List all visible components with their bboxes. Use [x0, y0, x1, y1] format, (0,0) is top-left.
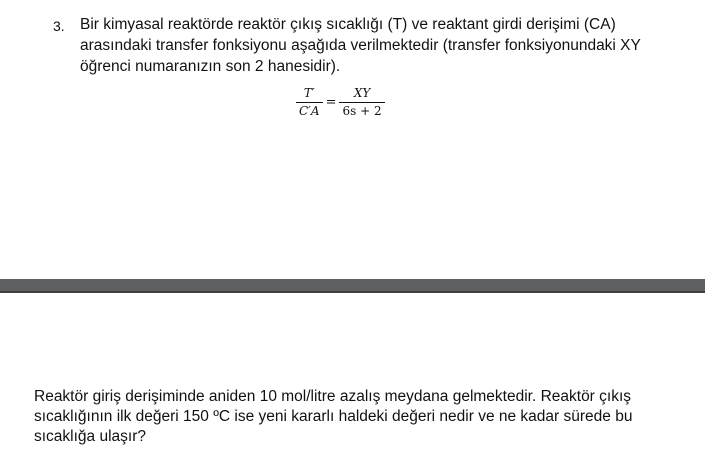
transfer-function-formula	[296, 86, 385, 119]
lhs-fraction	[296, 86, 323, 119]
question-text: Bir kimyasal reaktörde reaktör çıkış sıcaklığı (T) ve reaktant girdi derişimi (CA) arasındaki transfer fonksiyonu aşağıda verilmektedir (transfer fonksiyonundaki XY öğrenci numaranızın son 2 hanesidir).	[80, 16, 641, 75]
question-number: 3.	[53, 18, 65, 34]
lhs-numerator: T′	[303, 86, 315, 100]
page-bottom	[0, 293, 705, 461]
part2-text: Reaktör giriş derişiminde aniden 10 mol/litre azalış meydana gelmektedir. Reaktör çıkış sıcaklığının ilk değeri 150 ºC ise yeni kararlı haldeki değeri nedir ve ne kadar sürede bu sıcaklığa ulaşır?	[34, 388, 633, 445]
rhs-denominator: 6s + 2	[342, 104, 382, 118]
rhs-fraction	[339, 86, 384, 119]
rhs-fraction-bar	[339, 102, 384, 103]
lhs-fraction-bar	[296, 102, 323, 103]
page-separator	[0, 279, 705, 293]
rhs-numerator: XY	[353, 86, 371, 100]
lhs-denominator: C′A	[299, 104, 320, 118]
equals-sign: =	[325, 95, 337, 110]
